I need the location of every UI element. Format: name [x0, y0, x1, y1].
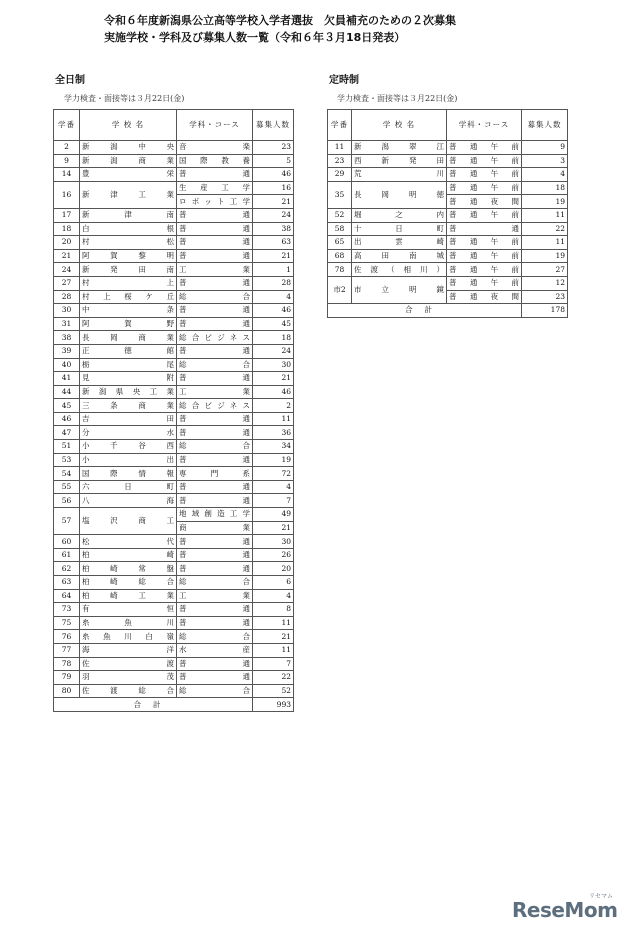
course-name: 普通	[177, 304, 253, 318]
course-name: ロボット工学	[177, 195, 253, 209]
table-row	[54, 344, 294, 358]
table-row	[54, 222, 294, 236]
school-number: 30	[54, 304, 80, 318]
course-name: 総合	[177, 684, 253, 698]
school-name: 新潟翠江	[352, 141, 447, 155]
fulltime-table	[53, 109, 294, 712]
enrollment-count: 38	[253, 222, 294, 236]
course-name: 生産工学	[177, 181, 253, 195]
school-name: 見附	[80, 372, 177, 386]
school-number: 44	[54, 385, 80, 399]
enrollment-count: 3	[522, 154, 568, 168]
school-number: 27	[54, 276, 80, 290]
enrollment-count: 4	[253, 480, 294, 494]
course-name: 普通	[177, 222, 253, 236]
enrollment-count: 21	[253, 630, 294, 644]
table-header-row	[54, 110, 294, 141]
school-number: 60	[54, 535, 80, 549]
total-count: 993	[253, 698, 294, 712]
school-name: 豊栄	[80, 168, 177, 182]
course-name: 水産	[177, 643, 253, 657]
school-number: 58	[328, 222, 352, 236]
table-row	[328, 263, 568, 277]
school-name: 有恒	[80, 603, 177, 617]
school-number: 31	[54, 317, 80, 331]
enrollment-count: 4	[253, 589, 294, 603]
course-name: 普通午前	[447, 141, 522, 155]
course-name: 普通	[177, 562, 253, 576]
enrollment-count: 18	[253, 331, 294, 345]
table-row	[328, 249, 568, 263]
course-name: 普通午前	[447, 263, 522, 277]
course-name: 普通	[177, 548, 253, 562]
school-number: 77	[54, 643, 80, 657]
parttime-exam-note: 学力検査・面接等は３月22日(金)	[337, 94, 458, 103]
course-name: 国際教養	[177, 154, 253, 168]
school-number: 45	[54, 399, 80, 413]
course-name: 普通午前	[447, 168, 522, 182]
course-name: 普通	[177, 168, 253, 182]
enrollment-count: 21	[253, 249, 294, 263]
enrollment-count: 36	[253, 426, 294, 440]
table-row	[54, 453, 294, 467]
table-row	[54, 412, 294, 426]
table-row	[54, 684, 294, 698]
enrollment-count: 19	[253, 453, 294, 467]
enrollment-count: 45	[253, 317, 294, 331]
parttime-table	[327, 109, 568, 318]
school-number: 46	[54, 412, 80, 426]
school-number: 40	[54, 358, 80, 372]
course-name: 総合	[177, 358, 253, 372]
course-name: 普通	[177, 657, 253, 671]
enrollment-count: 7	[253, 494, 294, 508]
enrollment-count: 16	[253, 181, 294, 195]
school-name: 佐渡（相川）	[352, 263, 447, 277]
table-row	[54, 589, 294, 603]
school-number: 80	[54, 684, 80, 698]
course-name: 普通午前	[447, 276, 522, 290]
school-name: 松代	[80, 535, 177, 549]
course-name: 地域創造工学	[177, 508, 253, 522]
school-number: 11	[328, 141, 352, 155]
table-row	[54, 154, 294, 168]
school-name: 阿賀野	[80, 317, 177, 331]
school-name: 栃尾	[80, 358, 177, 372]
header-course: 学科・コース	[177, 110, 253, 141]
course-name: 普通	[177, 372, 253, 386]
school-number: 63	[54, 576, 80, 590]
enrollment-count: 22	[253, 671, 294, 685]
school-name: 塩沢商工	[80, 508, 177, 535]
fulltime-section-heading: 全日制	[55, 75, 85, 86]
school-name: 荒川	[352, 168, 447, 182]
school-number: 21	[54, 249, 80, 263]
header-number: 学番	[54, 110, 80, 141]
school-number: 23	[328, 154, 352, 168]
school-number: 18	[54, 222, 80, 236]
school-name: 新発田南	[80, 263, 177, 277]
table-row	[54, 331, 294, 345]
course-name: 普通夜間	[447, 290, 522, 304]
table-row	[328, 181, 568, 195]
course-name: 普通	[177, 603, 253, 617]
header-course: 学科・コース	[447, 110, 522, 141]
enrollment-count: 21	[253, 521, 294, 535]
enrollment-count: 5	[253, 154, 294, 168]
school-name: 新津工業	[80, 181, 177, 208]
table-row	[54, 263, 294, 277]
header-count: 募集人数	[253, 110, 294, 141]
school-name: 市立明鏡	[352, 276, 447, 303]
enrollment-count: 23	[522, 290, 568, 304]
school-number: 51	[54, 440, 80, 454]
table-row	[54, 181, 294, 195]
enrollment-count: 19	[522, 195, 568, 209]
table-row	[54, 508, 294, 522]
table-row	[54, 467, 294, 481]
course-name: 普通午前	[447, 181, 522, 195]
school-number: 62	[54, 562, 80, 576]
school-number: 28	[54, 290, 80, 304]
course-name: 普通夜間	[447, 195, 522, 209]
table-row	[54, 372, 294, 386]
school-name: 三条商業	[80, 399, 177, 413]
course-name: 総合ビジネス	[177, 331, 253, 345]
resemom-logo: ReseMom	[512, 898, 618, 922]
title-line-1: 令和６年度新潟県公立高等学校入学者選抜 欠員補充のための２次募集	[104, 14, 456, 27]
course-name: 普通午前	[447, 208, 522, 222]
school-number: 73	[54, 603, 80, 617]
school-name: 白根	[80, 222, 177, 236]
school-name: 小千谷西	[80, 440, 177, 454]
school-name: 佐渡	[80, 657, 177, 671]
table-row	[54, 304, 294, 318]
enrollment-count: 11	[253, 412, 294, 426]
school-name: 新潟中央	[80, 141, 177, 155]
school-number: 53	[54, 453, 80, 467]
enrollment-count: 24	[253, 344, 294, 358]
course-name: 普通	[177, 276, 253, 290]
school-number: 29	[328, 168, 352, 182]
enrollment-count: 30	[253, 535, 294, 549]
total-row	[328, 304, 568, 318]
table-row	[54, 657, 294, 671]
school-name: 新潟県央工業	[80, 385, 177, 399]
enrollment-count: 11	[522, 208, 568, 222]
school-number: 2	[54, 141, 80, 155]
school-name: 小出	[80, 453, 177, 467]
school-number: 35	[328, 181, 352, 208]
course-name: 普通	[177, 453, 253, 467]
table-row	[54, 562, 294, 576]
table-row	[54, 317, 294, 331]
school-name: 阿賀黎明	[80, 249, 177, 263]
school-name: 長岡明徳	[352, 181, 447, 208]
course-name: 普通	[177, 412, 253, 426]
school-name: 十日町	[352, 222, 447, 236]
course-name: 総合	[177, 290, 253, 304]
enrollment-count: 11	[253, 616, 294, 630]
school-name: 村上	[80, 276, 177, 290]
school-number: 38	[54, 331, 80, 345]
school-name: 吉田	[80, 412, 177, 426]
course-name: 普通	[177, 208, 253, 222]
table-row	[54, 276, 294, 290]
course-name: 工業	[177, 589, 253, 603]
table-row	[54, 603, 294, 617]
header-school: 学 校 名	[80, 110, 177, 141]
enrollment-count: 4	[253, 290, 294, 304]
school-number: 76	[54, 630, 80, 644]
enrollment-count: 21	[253, 195, 294, 209]
course-name: 商業	[177, 521, 253, 535]
header-number: 学番	[328, 110, 352, 141]
enrollment-count: 23	[253, 141, 294, 155]
header-count: 募集人数	[522, 110, 568, 141]
total-count: 178	[522, 304, 568, 318]
table-header-row	[328, 110, 568, 141]
table-row	[54, 630, 294, 644]
enrollment-count: 11	[522, 236, 568, 250]
table-row	[328, 276, 568, 290]
school-name: 糸魚川	[80, 616, 177, 630]
enrollment-count: 26	[253, 548, 294, 562]
school-name: 柏崎常盤	[80, 562, 177, 576]
enrollment-count: 30	[253, 358, 294, 372]
course-name: 総合	[177, 630, 253, 644]
enrollment-count: 2	[253, 399, 294, 413]
school-number: 市2	[328, 276, 352, 303]
table-row	[54, 643, 294, 657]
school-name: 正徳館	[80, 344, 177, 358]
enrollment-count: 28	[253, 276, 294, 290]
enrollment-count: 22	[522, 222, 568, 236]
school-name: 柏崎	[80, 548, 177, 562]
school-name: 高田南城	[352, 249, 447, 263]
enrollment-count: 21	[253, 372, 294, 386]
total-label: 合計	[328, 304, 522, 318]
school-name: 新潟商業	[80, 154, 177, 168]
course-name: 普通	[177, 535, 253, 549]
school-number: 52	[328, 208, 352, 222]
table-row	[54, 671, 294, 685]
table-row	[54, 548, 294, 562]
table-row	[54, 249, 294, 263]
table-row	[54, 576, 294, 590]
table-row	[54, 208, 294, 222]
school-name: 村松	[80, 236, 177, 250]
school-number: 20	[54, 236, 80, 250]
course-name: 総合	[177, 576, 253, 590]
school-name: 羽茂	[80, 671, 177, 685]
document-title	[104, 12, 456, 46]
table-row	[54, 535, 294, 549]
school-number: 56	[54, 494, 80, 508]
enrollment-count: 52	[253, 684, 294, 698]
table-row	[54, 480, 294, 494]
school-name: 柏崎総合	[80, 576, 177, 590]
enrollment-count: 9	[522, 141, 568, 155]
table-row	[54, 426, 294, 440]
enrollment-count: 7	[253, 657, 294, 671]
table-row	[54, 141, 294, 155]
table-row	[54, 494, 294, 508]
school-name: 八海	[80, 494, 177, 508]
table-row	[328, 236, 568, 250]
enrollment-count: 24	[253, 208, 294, 222]
enrollment-count: 46	[253, 385, 294, 399]
enrollment-count: 20	[253, 562, 294, 576]
enrollment-count: 6	[253, 576, 294, 590]
school-number: 79	[54, 671, 80, 685]
course-name: 総合	[177, 440, 253, 454]
table-row	[54, 616, 294, 630]
school-name: 六日町	[80, 480, 177, 494]
school-number: 57	[54, 508, 80, 535]
school-name: 糸魚川白嶺	[80, 630, 177, 644]
logo-subtext: リセマム	[589, 893, 613, 900]
school-number: 47	[54, 426, 80, 440]
title-line-2: 実施学校・学科及び募集人数一覧（令和６年３月18日発表）	[104, 31, 406, 44]
enrollment-count: 46	[253, 168, 294, 182]
school-number: 14	[54, 168, 80, 182]
enrollment-count: 72	[253, 467, 294, 481]
course-name: 専門系	[177, 467, 253, 481]
parttime-section-heading: 定時制	[329, 75, 359, 86]
school-number: 9	[54, 154, 80, 168]
course-name: 普通	[177, 494, 253, 508]
enrollment-count: 63	[253, 236, 294, 250]
table-row	[328, 141, 568, 155]
course-name: 普通	[177, 480, 253, 494]
school-number: 68	[328, 249, 352, 263]
school-name: 分水	[80, 426, 177, 440]
school-name: 村上桜ケ丘	[80, 290, 177, 304]
enrollment-count: 11	[253, 643, 294, 657]
enrollment-count: 1	[253, 263, 294, 277]
total-row	[54, 698, 294, 712]
table-row	[54, 440, 294, 454]
school-name: 堀之内	[352, 208, 447, 222]
enrollment-count: 19	[522, 249, 568, 263]
school-number: 54	[54, 467, 80, 481]
enrollment-count: 27	[522, 263, 568, 277]
school-number: 78	[328, 263, 352, 277]
school-name: 長岡商業	[80, 331, 177, 345]
school-name: 海洋	[80, 643, 177, 657]
enrollment-count: 12	[522, 276, 568, 290]
school-number: 65	[328, 236, 352, 250]
school-number: 16	[54, 181, 80, 208]
total-label: 合計	[54, 698, 253, 712]
table-row	[54, 358, 294, 372]
school-name: 国際情報	[80, 467, 177, 481]
course-name: 普通	[447, 222, 522, 236]
course-name: 普通午前	[447, 236, 522, 250]
school-number: 61	[54, 548, 80, 562]
school-name: 出雲崎	[352, 236, 447, 250]
school-name: 新津南	[80, 208, 177, 222]
course-name: 普通	[177, 344, 253, 358]
school-number: 41	[54, 372, 80, 386]
enrollment-count: 18	[522, 181, 568, 195]
table-row	[54, 168, 294, 182]
course-name: 普通	[177, 236, 253, 250]
fulltime-exam-note: 学力検査・面接等は３月22日(金)	[64, 94, 185, 103]
course-name: 工業	[177, 263, 253, 277]
school-number: 75	[54, 616, 80, 630]
table-row	[328, 168, 568, 182]
course-name: 工業	[177, 385, 253, 399]
course-name: 普通	[177, 249, 253, 263]
table-row	[328, 208, 568, 222]
enrollment-count: 8	[253, 603, 294, 617]
enrollment-count: 46	[253, 304, 294, 318]
school-number: 39	[54, 344, 80, 358]
table-row	[54, 290, 294, 304]
school-name: 西新発田	[352, 154, 447, 168]
course-name: 普通	[177, 616, 253, 630]
course-name: 普通午前	[447, 154, 522, 168]
school-number: 17	[54, 208, 80, 222]
course-name: 普通午前	[447, 249, 522, 263]
header-school: 学 校 名	[352, 110, 447, 141]
course-name: 総合ビジネス	[177, 399, 253, 413]
enrollment-count: 4	[522, 168, 568, 182]
school-name: 柏崎工業	[80, 589, 177, 603]
table-row	[328, 154, 568, 168]
table-row	[328, 222, 568, 236]
school-name: 中条	[80, 304, 177, 318]
school-number: 55	[54, 480, 80, 494]
table-row	[54, 399, 294, 413]
school-name: 佐渡総合	[80, 684, 177, 698]
enrollment-count: 34	[253, 440, 294, 454]
course-name: 音楽	[177, 141, 253, 155]
school-number: 78	[54, 657, 80, 671]
school-number: 64	[54, 589, 80, 603]
course-name: 普通	[177, 671, 253, 685]
course-name: 普通	[177, 426, 253, 440]
table-row	[54, 385, 294, 399]
course-name: 普通	[177, 317, 253, 331]
enrollment-count: 49	[253, 508, 294, 522]
table-row	[54, 236, 294, 250]
school-number: 24	[54, 263, 80, 277]
